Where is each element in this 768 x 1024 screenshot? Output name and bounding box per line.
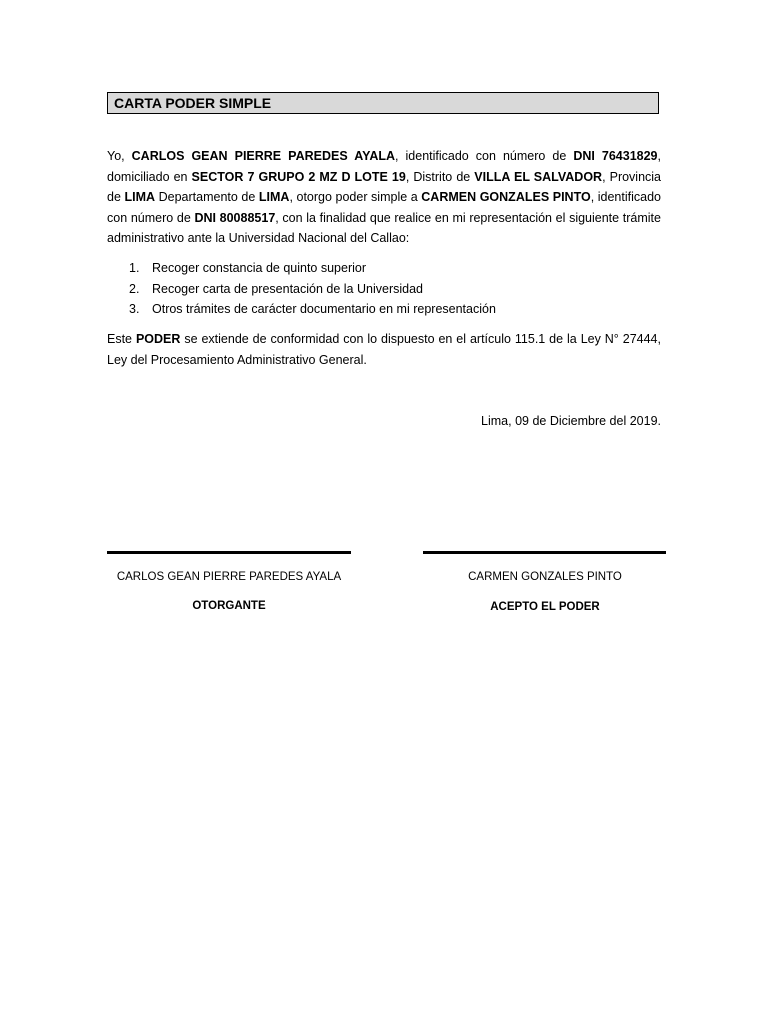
grantee-signature-line [423, 551, 666, 554]
grantor-name: CARLOS GEAN PIERRE PAREDES AYALA [131, 149, 396, 163]
intro-text-3: , domiciliado en [107, 149, 661, 184]
list-item [107, 279, 661, 300]
grantee-signature-role: ACEPTO EL PODER [490, 601, 600, 613]
intro-text-5: , Provincia de [107, 169, 662, 204]
document-title: CARTA PODER SIMPLE [107, 92, 659, 114]
grantor-signature-name: CARLOS GEAN PIERRE PAREDES AYALA [116, 571, 342, 583]
date-line: Lima, 09 de Diciembre del 2019. [481, 414, 661, 428]
list-item [107, 258, 661, 279]
grantor-signature-line [107, 551, 351, 554]
grantor-district: VILLA EL SALVADOR [474, 169, 603, 184]
grantee-name: CARMEN GONZALES PINTO [421, 190, 591, 204]
list-item-number: 3. [129, 302, 140, 316]
legal-text-1: Este [107, 332, 136, 346]
grantor-address: SECTOR 7 GRUPO 2 MZ D LOTE 19 [191, 169, 406, 184]
list-item-text: Recoger carta de presentación de la Universidad [152, 281, 423, 296]
intro-text-8: , identificado con número de [107, 190, 661, 225]
intro-text-6: Departamento de [155, 190, 259, 204]
intro-text-2: , identificado con número de [395, 149, 574, 163]
grantee-signature-name: CARMEN GONZALES PINTO [468, 571, 622, 583]
grantor-signature-role: OTORGANTE [192, 600, 266, 612]
list-item-text: Otros trámites de carácter documentario en mi representación [152, 302, 496, 316]
grantor-province: LIMA [124, 190, 156, 204]
list-item [107, 299, 661, 320]
grantee-dni: DNI 80088517 [194, 210, 276, 225]
list-item-number: 2. [129, 281, 140, 296]
task-list [107, 258, 661, 320]
legal-paragraph [107, 329, 661, 370]
list-item-number: 1. [129, 261, 140, 275]
grantor-dni: DNI 76431829 [573, 149, 658, 163]
legal-text-2: se extiende de conformidad con lo dispuesto en el artículo 115.1 de la Ley N° 27444, Ley del Procesamiento Administrativo General. [107, 332, 661, 367]
intro-text-7: , otorgo poder simple a [289, 190, 422, 204]
list-item-text: Recoger constancia de quinto superior [152, 261, 367, 275]
intro-text-4: , Distrito de [405, 169, 475, 184]
intro-text-9: , con la finalidad que realice en mi representación el siguiente trámite administrativo ante la Universidad Nacional del Callao: [107, 210, 661, 245]
intro-text-1: Yo, [107, 149, 132, 163]
intro-paragraph [107, 146, 661, 249]
legal-term-poder: PODER [135, 332, 181, 346]
grantor-department: LIMA [258, 190, 290, 204]
